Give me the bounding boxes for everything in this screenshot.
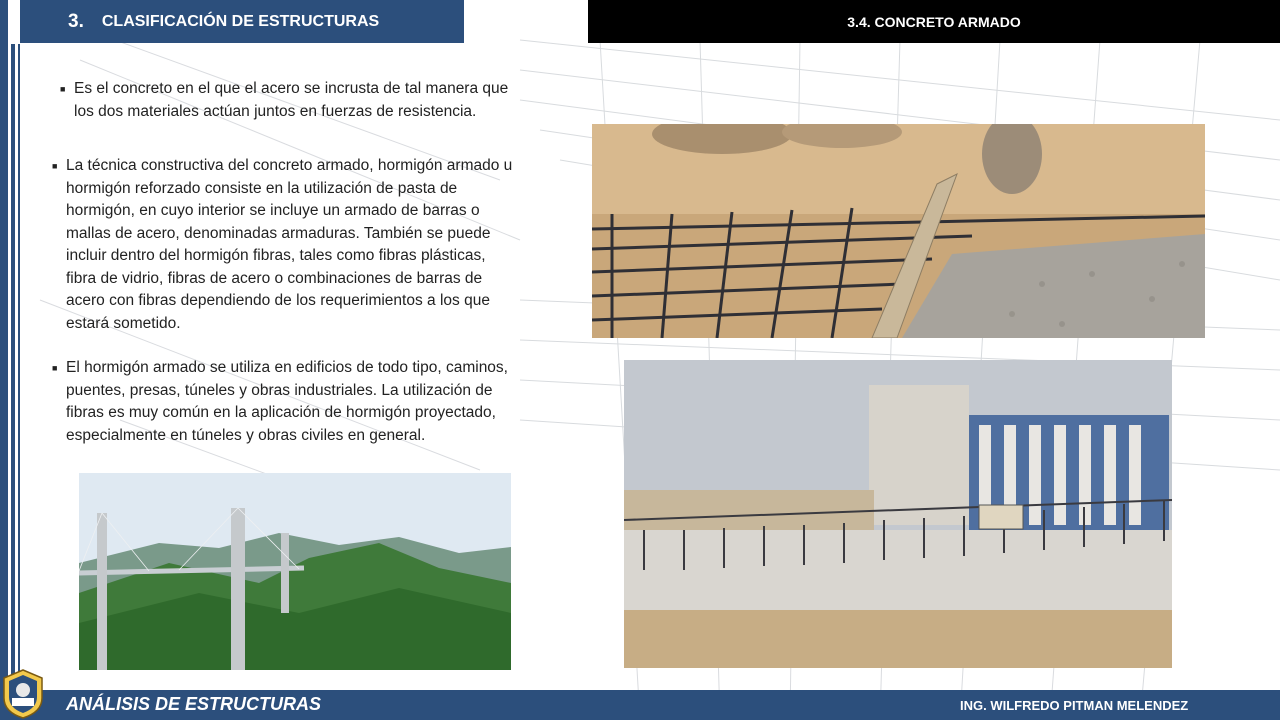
subsection-title: 3.4. CONCRETO ARMADO <box>847 13 1021 30</box>
university-logo-icon <box>0 668 46 720</box>
paragraph-text: El hormigón armado se utiliza en edificios de todo tipo, caminos, puentes, presas, túneles y obras industriales. La utilización de fibras es muy común en la aplicación de hormigón proyectado, especialmente en túneles y obras civiles en general. <box>66 359 508 444</box>
paragraph-text: La técnica constructiva del concreto armado, hormigón armado u hormigón reforzado consiste en la utilización de pasta de hormigón, en cuyo interior se incluye un armado de barras o mallas de acero, denominadas armaduras. También se puede incluir dentro del hormigón fibras, tales como fibras plásticas, fibra de vidrio, fibras de acero o combinaciones de barras de acero con fibras dependiendo de los requerimientos a los que estará sometido. <box>66 157 513 332</box>
rebar-concrete-photo <box>592 124 1205 338</box>
paragraph-3 <box>52 357 516 447</box>
square-bullet-icon: ■ <box>60 84 66 94</box>
section-header <box>20 0 464 43</box>
section-number: 3. <box>68 10 84 32</box>
footer-bar <box>0 690 1280 720</box>
paragraph-1 <box>60 78 524 123</box>
author-name: ING. WILFREDO PITMAN MELENDEZ <box>960 698 1189 713</box>
course-title: ANÁLISIS DE ESTRUCTURAS <box>66 694 322 714</box>
paragraph-text: Es el concreto en el que el acero se incrusta de tal manera que los dos materiales actúan juntos en fuerzas de resistencia. <box>74 80 509 120</box>
bridge-photo <box>79 473 511 670</box>
section-title: CLASIFICACIÓN DE ESTRUCTURAS <box>101 12 380 30</box>
paragraph-2 <box>52 155 516 335</box>
left-accent-line <box>11 44 15 690</box>
left-accent-bar <box>0 0 8 690</box>
subsection-header <box>588 0 1280 43</box>
left-accent-line-thin <box>18 44 20 690</box>
square-bullet-icon: ■ <box>52 363 58 373</box>
building-photo <box>624 360 1172 668</box>
square-bullet-icon: ■ <box>52 161 58 171</box>
